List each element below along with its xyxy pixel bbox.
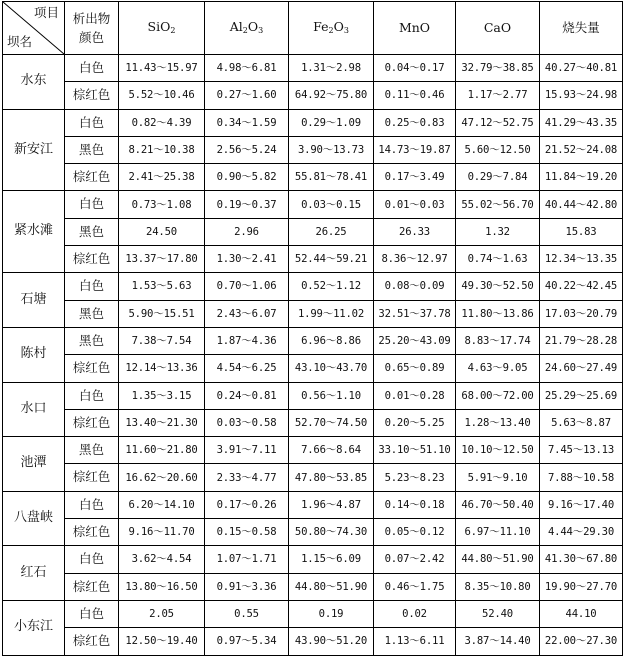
value-cell: 3.90～13.73: [289, 136, 374, 163]
value-cell: 25.29～25.69: [540, 382, 623, 409]
value-cell: 0.73～1.08: [119, 191, 205, 218]
value-cell: 0.03～0.15: [289, 191, 374, 218]
table-row: [3, 355, 623, 382]
value-cell: 7.88～10.58: [540, 464, 623, 491]
value-cell: 4.44～29.30: [540, 519, 623, 546]
value-cell: 1.15～6.09: [289, 546, 374, 573]
value-cell: 3.87～14.40: [456, 628, 540, 655]
value-cell: 0.82～4.39: [119, 109, 205, 136]
value-cell: 0.19: [289, 600, 374, 627]
precipitate-color-cell: 棕红色: [65, 82, 119, 109]
value-cell: 11.43～15.97: [119, 55, 205, 82]
value-cell: 0.34～1.59: [205, 109, 289, 136]
table-row: [3, 82, 623, 109]
value-cell: 0.01～0.28: [374, 382, 456, 409]
value-cell: 21.52～24.08: [540, 136, 623, 163]
col-header-mno: MnO: [374, 2, 456, 55]
value-cell: 1.32: [456, 218, 540, 245]
col-header-loss-on-ignition: 烧失量: [540, 2, 623, 55]
color-column-header: [65, 2, 119, 55]
value-cell: 5.63～8.87: [540, 409, 623, 436]
value-cell: 13.80～16.50: [119, 573, 205, 600]
value-cell: 22.00～27.30: [540, 628, 623, 655]
color-header-line1: 析出物: [72, 10, 111, 26]
value-cell: 1.31～2.98: [289, 55, 374, 82]
precipitate-color-cell: 棕红色: [65, 464, 119, 491]
col-header-al2o3: $Al_2O_3$: [205, 2, 289, 55]
value-cell: 41.29～43.35: [540, 109, 623, 136]
table-row: [3, 519, 623, 546]
dam-name-cell: 水东: [3, 55, 65, 110]
dam-name-cell: 小东江: [3, 600, 65, 655]
value-cell: 1.99～11.02: [289, 300, 374, 327]
value-cell: 0.55: [205, 600, 289, 627]
table-row: [3, 191, 623, 218]
value-cell: 0.24～0.81: [205, 382, 289, 409]
value-cell: 14.73～19.87: [374, 136, 456, 163]
value-cell: 5.52～10.46: [119, 82, 205, 109]
value-cell: 16.62～20.60: [119, 464, 205, 491]
precipitate-color-cell: 白色: [65, 546, 119, 573]
precipitate-color-cell: 棕红色: [65, 246, 119, 273]
value-cell: 24.50: [119, 218, 205, 245]
value-cell: 9.16～17.40: [540, 491, 623, 518]
table-row: [3, 136, 623, 163]
precipitate-color-cell: 棕红色: [65, 164, 119, 191]
value-cell: 24.60～27.49: [540, 355, 623, 382]
dam-name-cell: 八盘峡: [3, 491, 65, 546]
value-cell: 2.41～25.38: [119, 164, 205, 191]
value-cell: 0.27～1.60: [205, 82, 289, 109]
value-cell: 44.80～51.90: [289, 573, 374, 600]
precipitate-color-cell: 白色: [65, 273, 119, 300]
value-cell: 46.70～50.40: [456, 491, 540, 518]
value-cell: 40.22～42.45: [540, 273, 623, 300]
value-cell: 6.97～11.10: [456, 519, 540, 546]
table-row: [3, 164, 623, 191]
precipitate-color-cell: 白色: [65, 600, 119, 627]
value-cell: 0.02: [374, 600, 456, 627]
value-cell: 2.33～4.77: [205, 464, 289, 491]
dam-name-cell: 紧水滩: [3, 191, 65, 273]
table-row: [3, 55, 623, 82]
value-cell: 19.90～27.70: [540, 573, 623, 600]
value-cell: 12.34～13.35: [540, 246, 623, 273]
value-cell: 15.83: [540, 218, 623, 245]
precipitate-color-cell: 棕红色: [65, 519, 119, 546]
value-cell: 4.54～6.25: [205, 355, 289, 382]
value-cell: 1.53～5.63: [119, 273, 205, 300]
value-cell: 1.07～1.71: [205, 546, 289, 573]
dam-name-cell: 池潭: [3, 437, 65, 492]
value-cell: 5.60～12.50: [456, 136, 540, 163]
value-cell: 8.35～10.80: [456, 573, 540, 600]
value-cell: 4.98～6.81: [205, 55, 289, 82]
table-row: [3, 382, 623, 409]
value-cell: 3.62～4.54: [119, 546, 205, 573]
value-cell: 0.91～3.36: [205, 573, 289, 600]
value-cell: 13.40～21.30: [119, 409, 205, 436]
value-cell: 0.29～1.09: [289, 109, 374, 136]
precipitate-color-cell: 白色: [65, 191, 119, 218]
value-cell: 2.43～6.07: [205, 300, 289, 327]
value-cell: 68.00～72.00: [456, 382, 540, 409]
value-cell: 52.70～74.50: [289, 409, 374, 436]
value-cell: 50.80～74.30: [289, 519, 374, 546]
value-cell: 15.93～24.98: [540, 82, 623, 109]
value-cell: 11.84～19.20: [540, 164, 623, 191]
dam-name-cell: 陈村: [3, 327, 65, 382]
precipitate-color-cell: 白色: [65, 55, 119, 82]
value-cell: 0.29～7.84: [456, 164, 540, 191]
value-cell: 7.38～7.54: [119, 327, 205, 354]
value-cell: 32.79～38.85: [456, 55, 540, 82]
composition-table: [2, 1, 623, 656]
value-cell: 12.14～13.36: [119, 355, 205, 382]
table-row: [3, 246, 623, 273]
value-cell: 0.15～0.58: [205, 519, 289, 546]
value-cell: 26.25: [289, 218, 374, 245]
value-cell: 1.87～4.36: [205, 327, 289, 354]
value-cell: 5.90～15.51: [119, 300, 205, 327]
table-row: [3, 327, 623, 354]
table-row: [3, 600, 623, 627]
value-cell: 32.51～37.78: [374, 300, 456, 327]
value-cell: 26.33: [374, 218, 456, 245]
value-cell: 47.12～52.75: [456, 109, 540, 136]
value-cell: 44.80～51.90: [456, 546, 540, 573]
header-row: [3, 2, 623, 55]
value-cell: 11.60～21.80: [119, 437, 205, 464]
value-cell: 6.96～8.86: [289, 327, 374, 354]
value-cell: 0.74～1.63: [456, 246, 540, 273]
corner-top-label: 项目: [33, 5, 59, 20]
value-cell: 40.27～40.81: [540, 55, 623, 82]
value-cell: 40.44～42.80: [540, 191, 623, 218]
value-cell: 0.65～0.89: [374, 355, 456, 382]
value-cell: 6.20～14.10: [119, 491, 205, 518]
precipitate-color-cell: 白色: [65, 109, 119, 136]
table-row: [3, 409, 623, 436]
value-cell: 11.80～13.86: [456, 300, 540, 327]
value-cell: 55.81～78.41: [289, 164, 374, 191]
value-cell: 0.05～0.12: [374, 519, 456, 546]
value-cell: 7.66～8.64: [289, 437, 374, 464]
value-cell: 9.16～11.70: [119, 519, 205, 546]
value-cell: 0.97～5.34: [205, 628, 289, 655]
value-cell: 0.20～5.25: [374, 409, 456, 436]
value-cell: 1.35～3.15: [119, 382, 205, 409]
value-cell: 43.10～43.70: [289, 355, 374, 382]
value-cell: 0.19～0.37: [205, 191, 289, 218]
dam-name-cell: 红石: [3, 546, 65, 601]
value-cell: 8.36～12.97: [374, 246, 456, 273]
value-cell: 0.07～2.42: [374, 546, 456, 573]
value-cell: 4.63～9.05: [456, 355, 540, 382]
value-cell: 0.70～1.06: [205, 273, 289, 300]
dam-name-cell: 水口: [3, 382, 65, 437]
precipitate-color-cell: 黑色: [65, 327, 119, 354]
col-header-fe2o3: $Fe_2O_3$: [289, 2, 374, 55]
table-row: [3, 437, 623, 464]
value-cell: 0.11～0.46: [374, 82, 456, 109]
table-row: [3, 464, 623, 491]
value-cell: 1.96～4.87: [289, 491, 374, 518]
value-cell: 0.46～1.75: [374, 573, 456, 600]
value-cell: 7.45～13.13: [540, 437, 623, 464]
value-cell: 52.44～59.21: [289, 246, 374, 273]
value-cell: 0.25～0.83: [374, 109, 456, 136]
value-cell: 0.03～0.58: [205, 409, 289, 436]
value-cell: 2.96: [205, 218, 289, 245]
value-cell: 0.90～5.82: [205, 164, 289, 191]
value-cell: 17.03～20.79: [540, 300, 623, 327]
table-row: [3, 573, 623, 600]
value-cell: 49.30～52.50: [456, 273, 540, 300]
value-cell: 0.17～3.49: [374, 164, 456, 191]
table-row: [3, 628, 623, 655]
col-header-sio2: SiO$_2$: [119, 2, 205, 55]
value-cell: 44.10: [540, 600, 623, 627]
value-cell: 0.01～0.03: [374, 191, 456, 218]
dam-name-cell: 新安江: [3, 109, 65, 191]
precipitate-color-cell: 白色: [65, 382, 119, 409]
precipitate-color-cell: 棕红色: [65, 409, 119, 436]
value-cell: 3.91～7.11: [205, 437, 289, 464]
table-row: [3, 491, 623, 518]
corner-bottom-label: 坝名: [7, 33, 33, 49]
value-cell: 41.30～67.80: [540, 546, 623, 573]
value-cell: 0.52～1.12: [289, 273, 374, 300]
value-cell: 2.56～5.24: [205, 136, 289, 163]
value-cell: 2.05: [119, 600, 205, 627]
value-cell: 13.37～17.80: [119, 246, 205, 273]
precipitate-color-cell: 黑色: [65, 437, 119, 464]
value-cell: 5.23～8.23: [374, 464, 456, 491]
value-cell: 0.56～1.10: [289, 382, 374, 409]
table-row: [3, 300, 623, 327]
value-cell: 8.83～17.74: [456, 327, 540, 354]
value-cell: 0.08～0.09: [374, 273, 456, 300]
value-cell: 52.40: [456, 600, 540, 627]
value-cell: 21.79～28.28: [540, 327, 623, 354]
precipitate-color-cell: 黑色: [65, 136, 119, 163]
value-cell: 1.30～2.41: [205, 246, 289, 273]
value-cell: 55.02～56.70: [456, 191, 540, 218]
value-cell: 43.90～51.20: [289, 628, 374, 655]
value-cell: 10.10～12.50: [456, 437, 540, 464]
table-row: [3, 273, 623, 300]
value-cell: 1.17～2.77: [456, 82, 540, 109]
color-header-line2: 颜色: [78, 30, 104, 45]
dam-name-cell: 石塘: [3, 273, 65, 328]
value-cell: 0.04～0.17: [374, 55, 456, 82]
precipitate-color-cell: 棕红色: [65, 355, 119, 382]
value-cell: 33.10～51.10: [374, 437, 456, 464]
precipitate-color-cell: 黑色: [65, 300, 119, 327]
table-row: [3, 218, 623, 245]
precipitate-color-cell: 棕红色: [65, 573, 119, 600]
table-body: [3, 55, 623, 656]
table-row: [3, 546, 623, 573]
value-cell: 25.20～43.09: [374, 327, 456, 354]
value-cell: 5.91～9.10: [456, 464, 540, 491]
value-cell: 0.17～0.26: [205, 491, 289, 518]
value-cell: 64.92～75.80: [289, 82, 374, 109]
value-cell: 47.80～53.85: [289, 464, 374, 491]
table-row: [3, 109, 623, 136]
precipitate-color-cell: 白色: [65, 491, 119, 518]
value-cell: 0.14～0.18: [374, 491, 456, 518]
col-header-cao: CaO: [456, 2, 540, 55]
precipitate-color-cell: 棕红色: [65, 628, 119, 655]
value-cell: 1.28～13.40: [456, 409, 540, 436]
value-cell: 8.21～10.38: [119, 136, 205, 163]
precipitate-color-cell: 黑色: [65, 218, 119, 245]
value-cell: 12.50～19.40: [119, 628, 205, 655]
corner-header: [3, 2, 65, 55]
value-cell: 1.13～6.11: [374, 628, 456, 655]
